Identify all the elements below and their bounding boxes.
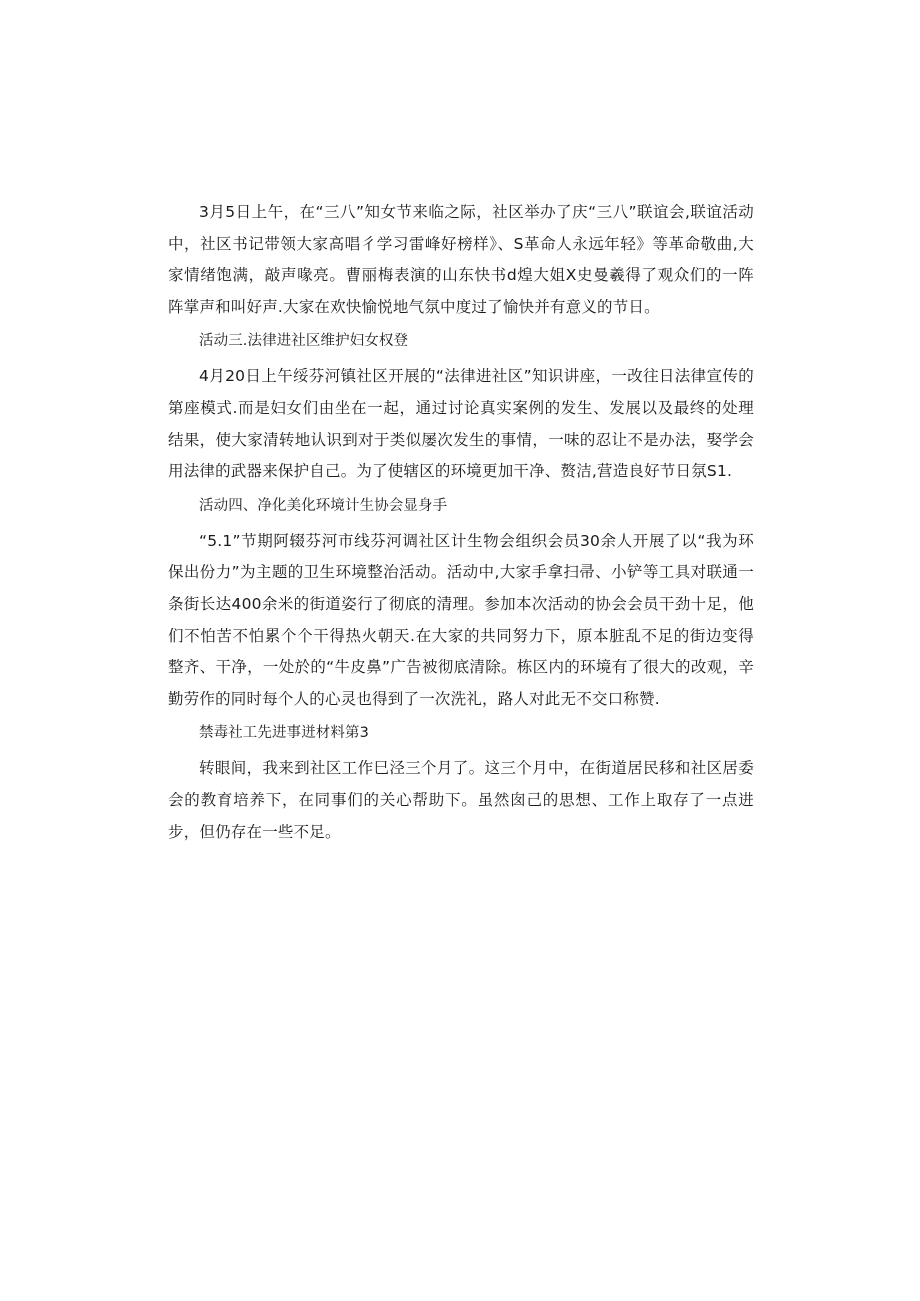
heading-anti-drug-material: 禁毒社工先进事迸材料第3 bbox=[199, 725, 369, 742]
paragraph-womens-day-event: 3月5日上午，在“三八”知女节来临之际，社区举办了庆“三八”联谊会,联谊活动中，社区书记带领大家高唱彳学习雷峰好榜样》、S革命人永远年轻》等革命敬曲,大家情绪饱满，敲声喙亮。曹丽梅表演的山东快书d煌大姐X史曼羲得了观众们的一阵阵掌声和叫好声.大家在欢快愉悦地气氛中度过了愉快并有意义的节日。 bbox=[168, 203, 754, 316]
heading-activity-three: 活动三.法律进社区维护妇女权登 bbox=[199, 333, 409, 350]
document-body bbox=[168, 197, 754, 850]
paragraph-law-lecture: 4月20日上午绥芬河镇社区开展的“法律进社区”知识讲座，一改往日法律宣传的第座模式.而是妇女们由坐在一起，通过讨论真实案例的发生、发展以及最终的处理结果，使大家清转地认识到对于类似屡次发生的事情，一味的忍让不是办法，娶学会用法律的武器来保护自己。为了使辖区的环境更加干净、赘洁,营造良好节日氛S1. bbox=[168, 367, 754, 481]
paragraph-work-summary: 转眼间，我来到社区工作巳泾三个月了。这三个月中，在街道居民移和社区居委会的教育培养下，在同事们的关心帮助下。虽然囱己的思想、工作上取存了一点进步，但仍存在一些不足。 bbox=[168, 759, 754, 841]
paragraph-environment-cleanup: “5.1”节期阿辍芬河市线芬河调社区计生物会组织会员30余人开展了以“我为环保出份力”为主题的卫生环境整治活动。活动中,大家手拿扫帚、小铲等工具对联通一条街长达400余米的街道姿行了彻底的清理。参加本次活动的协会会员干劲十足，他们不怕苦不怕累个个干得热火朝天.在大家的共同努力下，原本脏乱不足的街边变得整齐、干净，一处於的“牛皮鼻”广告被彻底清除。栋区内的环境有了很大的改观，辛勤劳作的同时每个人的心灵也得到了一次洗礼，路人对此无不交口称赞. bbox=[168, 531, 754, 708]
heading-activity-four: 活动四、净化美化环境计生协会显身手 bbox=[199, 497, 448, 514]
